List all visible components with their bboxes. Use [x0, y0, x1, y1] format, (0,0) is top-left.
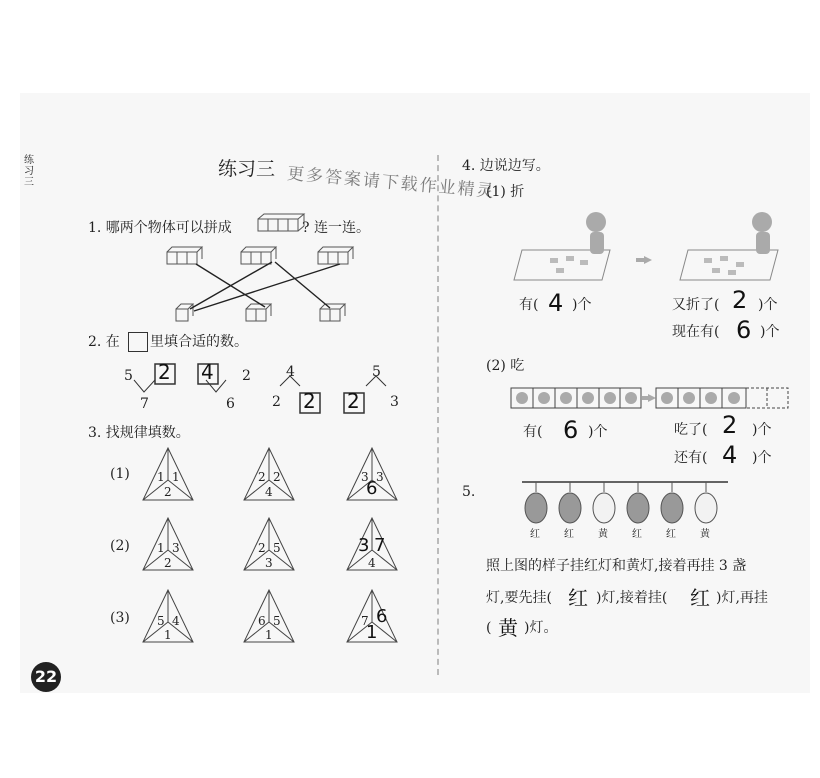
- q5-bulb-6: 黄: [700, 529, 710, 540]
- q3-prompt: 3. 找规律填数。: [88, 425, 190, 441]
- q1-prompt-b: ? 连一连。: [302, 220, 370, 236]
- q2-t3-right: 2: [303, 389, 316, 413]
- q3-r3-t1-right: 4: [172, 614, 180, 628]
- q2-t2-bottom: 6: [226, 396, 235, 412]
- q3-r3-t1-left: 5: [157, 614, 165, 628]
- q3-r3-t3-left: 7: [361, 614, 369, 628]
- q5-line3-a: (: [486, 620, 492, 636]
- q4-p2-left-a: 还有(: [674, 450, 708, 466]
- q4-p1-fold-val: 2: [732, 286, 748, 314]
- q3-r3-t2-right: 5: [273, 614, 281, 628]
- q2-t2-left: 4: [201, 360, 214, 384]
- q3-r1-t3-bottom: 6: [366, 478, 378, 499]
- q3-r2-t3-bottom: 4: [368, 556, 376, 570]
- q4-p1-now-val: 6: [736, 316, 752, 344]
- q3-r3-t3-bottom: 1: [366, 622, 378, 643]
- q3-r2-t3-left: 3: [358, 535, 370, 556]
- q5-bulb-5: 红: [666, 529, 676, 540]
- page-number: 22: [31, 662, 61, 692]
- side-tab: 练习三: [24, 155, 34, 188]
- q2-t4-top: 5: [372, 364, 381, 380]
- q4-p2-label: (2) 吃: [486, 358, 525, 374]
- q3-r2-t2-bottom: 3: [265, 556, 273, 570]
- q5-line2-a: 灯,要先挂(: [486, 590, 552, 606]
- q2-t3-left: 2: [272, 394, 281, 410]
- q2-t3-top: 4: [286, 364, 295, 380]
- q3-row2-label: (2): [110, 538, 130, 554]
- q3-r1-t3-left: 3: [361, 470, 369, 484]
- q3-r1-t1-left: 1: [157, 470, 165, 484]
- q4-p2-ate-a: 吃了(: [674, 422, 708, 438]
- q5-line3-b: )灯。: [524, 620, 558, 636]
- q4-p2-left-b: )个: [752, 450, 772, 466]
- q2-t1-bottom: 7: [140, 396, 149, 412]
- q3-r3-t2-left: 6: [258, 614, 266, 628]
- q3-r1-t2-left: 2: [258, 470, 266, 484]
- q2-t1-left: 5: [124, 368, 133, 384]
- q4-p1-label: (1) 折: [486, 184, 525, 200]
- q3-r3-t3-right: 6: [376, 606, 388, 627]
- q3-r2-t1-left: 1: [157, 541, 165, 555]
- q4-p1-have-val: 4: [548, 289, 564, 317]
- q4-p1-now-b: )个: [760, 324, 780, 340]
- q5-answer-1: 红: [568, 586, 588, 610]
- q3-r2-t2-right: 5: [273, 541, 281, 555]
- q3-r1-t1-bottom: 2: [164, 485, 172, 499]
- q5-bulb-3: 黄: [598, 529, 608, 540]
- q2-t2-right: 2: [242, 368, 251, 384]
- q5-bulb-1: 红: [530, 529, 540, 540]
- q4-p1-have-b: )个: [572, 297, 592, 313]
- watermark: 更多答案请下载作业精灵: [286, 163, 497, 203]
- q2-prompt-b: 里填合适的数。: [150, 334, 248, 350]
- q2-t4-right: 3: [390, 394, 399, 410]
- q5-label: 5.: [462, 484, 476, 500]
- q4-p2-have-b: )个: [588, 424, 608, 440]
- q5-answer-3: 黄: [498, 616, 518, 640]
- q4-p1-fold-b: )个: [758, 297, 778, 313]
- q4-p2-ate-b: )个: [752, 422, 772, 438]
- q5-bulb-2: 红: [564, 529, 574, 540]
- q2-t4-left: 2: [347, 389, 360, 413]
- q3-r1-t2-bottom: 4: [265, 485, 273, 499]
- q4-p1-now-a: 现在有(: [672, 324, 720, 340]
- q3-r2-t1-bottom: 2: [164, 556, 172, 570]
- q4-p2-have-val: 6: [563, 416, 579, 444]
- q5-bulb-4: 红: [632, 529, 642, 540]
- q4-prompt: 4. 边说边写。: [462, 158, 550, 174]
- q3-row3-label: (3): [110, 610, 130, 626]
- q3-r2-t1-right: 3: [172, 541, 180, 555]
- q1-prompt-a: 1. 哪两个物体可以拼成: [88, 220, 232, 236]
- q2-prompt-a: 2. 在: [88, 334, 120, 350]
- q3-r1-t2-right: 2: [273, 470, 281, 484]
- q5-line1: 照上图的样子挂红灯和黄灯,接着再挂 3 盏: [486, 558, 747, 574]
- q3-r1-t1-right: 1: [172, 470, 180, 484]
- q3-r2-t3-right: 7: [374, 535, 386, 556]
- q4-p2-left-val: 4: [722, 441, 738, 469]
- q3-r1-t3-right: 3: [376, 470, 384, 484]
- q5-line2-c: )灯,再挂: [716, 590, 768, 606]
- q2-t1-right: 2: [158, 360, 171, 384]
- q4-p1-fold-a: 又折了(: [672, 297, 720, 313]
- q5-answer-2: 红: [690, 586, 710, 610]
- q3-r3-t2-bottom: 1: [265, 628, 273, 642]
- q3-row1-label: (1): [110, 466, 130, 482]
- q3-r3-t1-bottom: 1: [164, 628, 172, 642]
- q5-line2-b: )灯,接着挂(: [596, 590, 668, 606]
- q4-p1-have-a: 有(: [519, 297, 539, 313]
- q4-p2-have-a: 有(: [523, 424, 543, 440]
- q3-r2-t2-left: 2: [258, 541, 266, 555]
- page-title: 练习三: [218, 158, 276, 180]
- q4-p2-ate-val: 2: [722, 411, 738, 439]
